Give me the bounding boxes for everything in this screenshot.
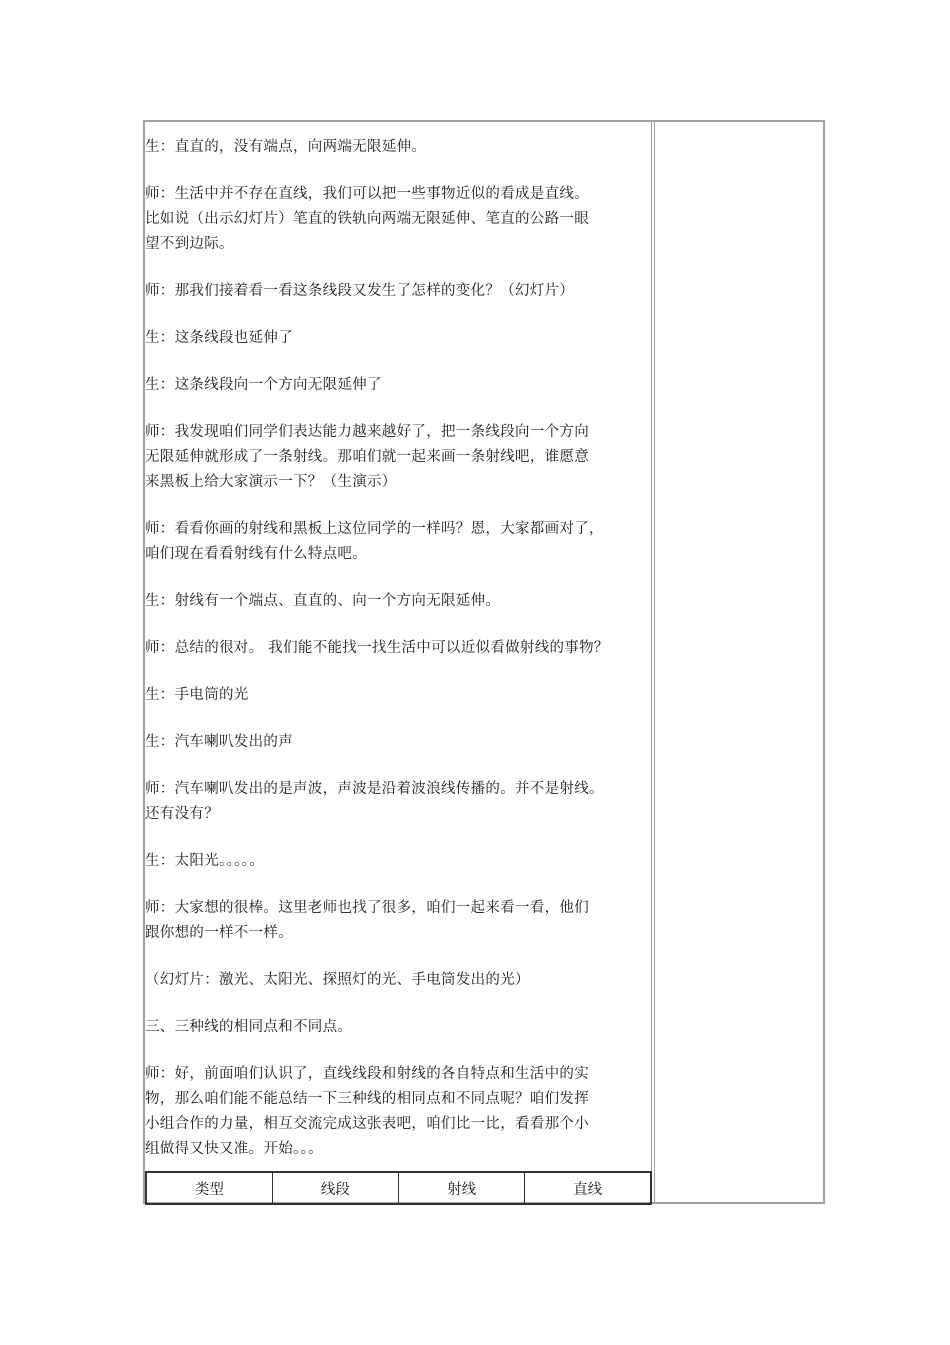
dialog-paragraph: （幻灯片：激光、太阳光、探照灯的光、手电筒发出的光） xyxy=(145,972,530,988)
dialog-paragraph: 生：这条线段向一个方向无限延伸了 xyxy=(145,377,382,393)
dialog-paragraph: 师：那我们接着看一看这条线段又发生了怎样的变化？（幻灯片） xyxy=(145,283,575,299)
table-header-row xyxy=(146,1172,651,1204)
dialog-paragraph: 生：这条线段也延伸了 xyxy=(145,330,293,346)
lesson-content xyxy=(145,135,650,1184)
dialog-paragraph: 师：大家想的很棒。这里老师也找了很多，咱们一起来看一看，他们 跟你想的一样不一样。 xyxy=(145,900,589,941)
dialog-paragraph: 师：看看你画的射线和黑板上这位同学的一样吗？恩，大家都画对了， 咱们现在看看射线有什么特点吧。 xyxy=(145,521,604,562)
section-heading: 三、三种线的相同点和不同点。 xyxy=(145,1019,353,1035)
dialog-paragraph: 师：总结的很对。 我们能不能找一找生活中可以近似看做射线的事物？ xyxy=(145,640,609,656)
table-header-cell: 线段 xyxy=(272,1172,398,1204)
dialog-paragraph: 生：汽车喇叭发出的声 xyxy=(145,734,293,750)
dialog-paragraph: 师：好，前面咱们认识了，直线线段和射线的各自特点和生活中的实 物，那么咱们能不能总结一下三种线的相同点和不同点呢？咱们发挥 小组合作的力量，相互交流完成这张表吧，咱们比一比，看看那个小 组做得又快又准。开始。。。 xyxy=(145,1066,589,1157)
dialog-paragraph: 生：射线有一个端点、直直的、向一个方向无限延伸。 xyxy=(145,593,501,609)
dialog-paragraph: 生：太阳光。。。。。 xyxy=(145,853,264,869)
table-header-cell: 射线 xyxy=(399,1172,525,1204)
comparison-table xyxy=(145,1171,652,1205)
column-divider xyxy=(651,120,655,1204)
dialog-paragraph: 师：我发现咱们同学们表达能力越来越好了，把一条线段向一个方向 无限延伸就形成了一条射线。那咱们就一起来画一条射线吧，谁愿意 来黑板上给大家演示一下？（生演示） xyxy=(145,424,589,490)
dialog-paragraph: 生：手电筒的光 xyxy=(145,687,249,703)
table-header-cell: 类型 xyxy=(146,1172,272,1204)
dialog-paragraph: 师：汽车喇叭发出的是声波，声波是沿着波浪线传播的。并不是射线。 还有没有？ xyxy=(145,781,604,822)
dialog-paragraph: 生：直直的，没有端点，向两端无限延伸。 xyxy=(145,139,427,155)
table-header-cell: 直线 xyxy=(525,1172,651,1204)
dialog-paragraph: 师：生活中并不存在直线，我们可以把一些事物近似的看成是直线。 比如说（出示幻灯片）笔直的铁轨向两端无限延伸、笔直的公路一眼 望不到边际。 xyxy=(145,186,589,252)
